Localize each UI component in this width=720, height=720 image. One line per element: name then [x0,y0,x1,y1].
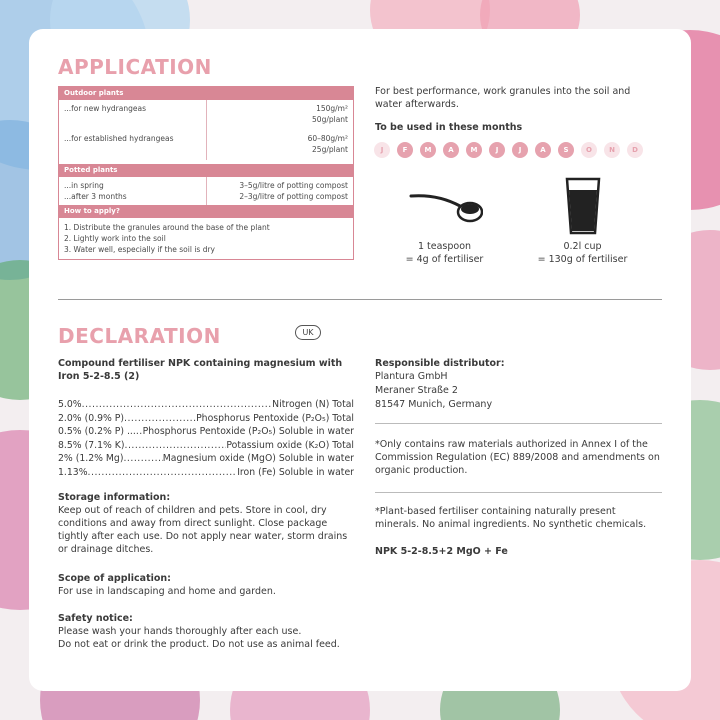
table-row [59,177,353,205]
row-value: 150g/m² [316,104,348,113]
month-indicator: F [397,142,413,158]
list-item: 1. Distribute the granules around the base of the plant [64,223,270,232]
divider [375,423,662,424]
footnote-organic: *Only contains raw materials authorized in Annex I of the Commission Regulation (EC) 889/2008 and amendments on organic production. [375,439,660,476]
performance-text: For best performance, work granules into the soil and water afterwards. [375,86,631,110]
row-value: 2–3g/litre of potting compost [239,192,348,201]
table-row [59,100,353,130]
row-label: ...for new hydrangeas [59,100,207,130]
distributor-city: 81547 Munich, Germany [375,399,493,410]
cup-label: 0.2l cup [563,241,602,252]
declaration-title: DECLARATION [58,324,221,348]
dot-leader [136,425,143,438]
safety-line-2: Do not eat or drink the product. Do not use as animal feed. [58,639,340,650]
divider [375,492,662,493]
teaspoon-label: 1 teaspoon [417,241,472,252]
nutrient-name: Iron (Fe) Soluble in water [237,466,354,478]
compound-title: Compound fertiliser NPK containing magnesium with Iron 5-2-8.5 (2) [58,358,343,382]
storage-text: Keep out of reach of children and pets. Store in cool, dry conditions and away from direct sunlight. Close package tightly after each use. Do not apply near water, storm drains or drainage ditches. [58,505,348,555]
month-indicator: J [512,142,528,158]
nutrient-percentage: 2.0% (0.9% P) [58,412,125,424]
cup-icon [565,176,601,236]
nutrient-percentage: 5.0% [58,399,82,410]
nutrient-percentage: 1.13% [58,466,88,478]
month-indicator: O [581,142,597,158]
dot-leader [88,466,238,479]
how-to-apply-steps [59,218,353,259]
nutrient-row [58,412,354,425]
month-indicator: D [627,142,643,158]
months-label: To be used in these months [375,122,523,133]
nutrient-percentage: 8.5% (7.1% K) [58,439,125,451]
how-to-apply-header: How to apply? [59,205,353,218]
nutrient-row [58,425,354,438]
month-indicator: N [604,142,620,158]
row-label: ...after 3 months [64,192,127,201]
month-indicator: A [535,142,551,158]
row-value: 3–5g/litre of potting compost [239,181,348,190]
nutrient-name: Phosphorus Pentoxide (P₂O₅) Total [196,412,354,424]
row-label: ...for established hydrangeas [59,130,207,160]
distributor-street: Meraner Straße 2 [375,385,458,396]
month-indicator: A [443,142,459,158]
uk-badge: UK [295,325,321,340]
nutrient-name: Nitrogen (N) Total [272,399,354,410]
application-title: APPLICATION [58,55,212,79]
month-indicator: S [558,142,574,158]
month-indicator: J [374,142,390,158]
scope-text: For use in landscaping and home and garden. [58,586,276,597]
row-value: 25g/plant [312,145,348,154]
teaspoon-amount: = 4g of fertiliser [405,254,484,265]
month-indicator: J [489,142,505,158]
month-indicator: M [420,142,436,158]
npk-formula: NPK 5-2-8.5+2 MgO + Fe [375,546,508,557]
list-item: 2. Lightly work into the soil [64,234,166,243]
list-item: 3. Water well, especially if the soil is dry [64,245,215,254]
section-divider [58,299,662,300]
nutrient-percentage: 0.5% (0.2% P) ... [58,426,136,437]
dot-leader [123,452,162,465]
row-value: 60–80g/m² [307,134,348,143]
storage-title: Storage information: [58,492,171,503]
outdoor-plants-header: Outdoor plants [59,87,353,100]
nutrient-name: Potassium oxide (K₂O) Total [226,439,354,451]
dot-leader [125,439,227,452]
distributor-name: Plantura GmbH [375,371,448,382]
scope-title: Scope of application: [58,573,171,584]
month-indicator: M [466,142,482,158]
nutrient-percentage: 2% (1.2% Mg) [58,453,124,464]
row-value: 50g/plant [312,115,348,124]
distributor-title: Responsible distributor: [375,358,505,369]
nutrient-row [58,398,354,411]
nutrient-name: Magnesium oxide (MgO) Soluble in water [162,453,354,464]
dot-leader [82,398,273,411]
safety-title: Safety notice: [58,613,133,624]
dot-leader [124,412,196,425]
row-label: ...in spring [64,181,104,190]
nutrient-row [58,439,354,452]
safety-line-1: Please wash your hands thoroughly after each use. [58,626,302,637]
months-row [374,142,643,158]
potted-plants-header: Potted plants [59,164,353,177]
nutrient-name: Phosphorus Pentoxide (P₂O₅) Soluble in water [142,426,354,437]
teaspoon-icon [408,188,483,228]
nutrient-row [58,452,354,465]
table-row [59,130,353,160]
footnote-plant-based: *Plant-based fertiliser containing naturally present minerals. No animal ingredients. No synthetic chemicals. [375,506,647,530]
nutrient-row [58,466,354,479]
application-table [58,86,354,260]
cup-amount: = 130g of fertiliser [537,254,628,265]
